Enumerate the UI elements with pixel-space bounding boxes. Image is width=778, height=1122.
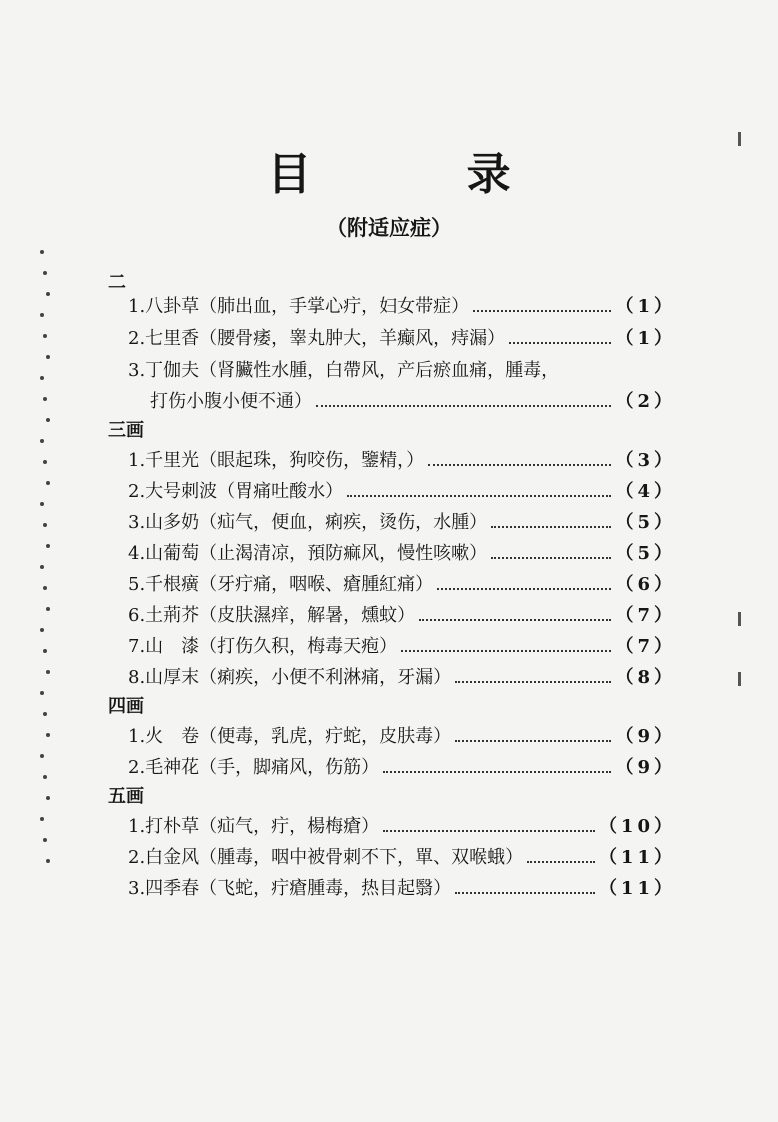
margin-dot <box>46 544 50 548</box>
entry-text: 3.山多奶（疝气，便血，痢疾，烫伤，水腫） <box>128 512 488 533</box>
toc-entry <box>128 322 676 350</box>
dot-leader <box>383 770 611 773</box>
margin-dot <box>46 292 50 296</box>
toc-entry <box>128 354 676 382</box>
entry-page: （11） <box>598 847 676 868</box>
entry-page: （7） <box>615 605 676 626</box>
margin-dot <box>46 859 50 863</box>
entry-text: 4.山葡萄（止渴清凉，預防痲风，慢性咳嗽） <box>128 543 488 564</box>
dot-leader <box>491 525 611 528</box>
margin-dot <box>46 670 50 674</box>
toc-entry <box>128 720 676 748</box>
margin-dot <box>43 523 47 527</box>
section-heading: 五画 <box>108 786 144 807</box>
margin-dot <box>43 586 47 590</box>
scan-mark <box>738 672 741 686</box>
entry-page: （5） <box>615 543 676 564</box>
margin-dot <box>43 271 47 275</box>
entry-page: （11） <box>598 878 676 899</box>
toc-entry <box>128 841 676 869</box>
entry-page: （6） <box>615 574 676 595</box>
entry-text: 2.毛神花（手，脚痛风，伤筋） <box>128 757 380 778</box>
toc-entry-continuation <box>150 385 676 413</box>
dot-leader <box>428 463 611 466</box>
entry-text: 1.火 卷（便毒，乳虎，疔蛇，皮肤毒） <box>128 726 452 747</box>
dot-leader <box>455 891 595 894</box>
margin-dot <box>43 460 47 464</box>
toc-entry <box>128 290 676 318</box>
entry-text: 5.千根癀（牙疔痛，咽喉、瘡腫紅痛） <box>128 574 434 595</box>
entry-page: （10） <box>598 816 676 837</box>
margin-dot <box>46 733 50 737</box>
margin-dot <box>43 775 47 779</box>
entry-text: 1.打朴草（疝气，疔，楊梅瘡） <box>128 816 380 837</box>
entry-page: （1） <box>615 296 676 317</box>
entry-text: 打伤小腹小便不通） <box>150 391 312 412</box>
margin-dot <box>43 397 47 401</box>
toc-entry <box>128 444 676 472</box>
toc-entry <box>128 661 676 689</box>
margin-dot <box>43 649 47 653</box>
margin-dot <box>40 502 44 506</box>
margin-dot <box>40 691 44 695</box>
entry-text: 1.千里光（眼起珠，狗咬伤，鑒精，） <box>128 450 425 471</box>
margin-dot <box>40 376 44 380</box>
toc-entry <box>128 537 676 565</box>
margin-dot <box>40 313 44 317</box>
toc-entry <box>128 475 676 503</box>
entry-text: 8.山厚末（痢疾，小便不利淋痛，牙漏） <box>128 667 452 688</box>
toc-entry <box>128 599 676 627</box>
entry-text: 3.丁伽夫（肾臟性水腫，白帶风，产后瘀血痛，腫毒， <box>128 360 560 381</box>
toc-entry <box>128 872 676 900</box>
dot-leader <box>437 587 611 590</box>
margin-dot <box>46 607 50 611</box>
toc-entry <box>128 630 676 658</box>
margin-dot <box>40 628 44 632</box>
entry-text: 3.四季春（飞蛇，疔瘡腫毒，热目起翳） <box>128 878 452 899</box>
binding-margin-marks <box>40 250 60 900</box>
scan-mark <box>738 612 741 626</box>
entry-page: （7） <box>615 636 676 657</box>
margin-dot <box>40 754 44 758</box>
toc-entry <box>128 568 676 596</box>
dot-leader <box>419 618 611 621</box>
dot-leader <box>527 860 595 863</box>
dot-leader <box>473 309 611 312</box>
toc-entry <box>128 506 676 534</box>
margin-dot <box>46 796 50 800</box>
dot-leader <box>455 680 611 683</box>
margin-dot <box>46 418 50 422</box>
dot-leader <box>509 341 611 344</box>
dot-leader <box>347 494 611 497</box>
section-heading: 四画 <box>108 696 144 717</box>
margin-dot <box>46 481 50 485</box>
entry-page: （2） <box>615 391 676 412</box>
entry-page: （8） <box>615 667 676 688</box>
entry-page: （9） <box>615 757 676 778</box>
entry-text: 1.八卦草（肺出血，手掌心疔，妇女带症） <box>128 296 470 317</box>
entry-text: 2.大号刺波（胃痛吐酸水） <box>128 481 344 502</box>
margin-dot <box>40 250 44 254</box>
section-heading: 二 <box>108 272 126 293</box>
dot-leader <box>491 556 611 559</box>
dot-leader <box>455 739 611 742</box>
margin-dot <box>46 355 50 359</box>
entry-text: 6.土荊芥（皮肤濕痒，解暑，燻蚊） <box>128 605 416 626</box>
margin-dot <box>40 817 44 821</box>
margin-dot <box>40 565 44 569</box>
margin-dot <box>43 838 47 842</box>
entry-text: 2.七里香（腰骨痿，睾丸肿大，羊癫风，痔漏） <box>128 328 506 349</box>
entry-text: 7.山 漆（打伤久积，梅毒天疱） <box>128 636 398 657</box>
page-title: 目 录 <box>267 149 581 200</box>
entry-page: （1） <box>615 328 676 349</box>
entry-page: （4） <box>615 481 676 502</box>
margin-dot <box>43 712 47 716</box>
entry-page: （3） <box>615 450 676 471</box>
toc-entry <box>128 751 676 779</box>
margin-dot <box>43 334 47 338</box>
entry-page: （9） <box>615 726 676 747</box>
dot-leader <box>383 829 595 832</box>
dot-leader <box>316 404 611 407</box>
scan-mark <box>738 132 741 146</box>
toc-entry <box>128 810 676 838</box>
entry-text: 2.白金风（腫毒，咽中被骨刺不下，單、双喉蛾） <box>128 847 524 868</box>
section-heading: 三画 <box>108 420 144 441</box>
dot-leader <box>401 649 611 652</box>
page-subtitle: （附适应症） <box>326 215 452 240</box>
entry-page: （5） <box>615 512 676 533</box>
margin-dot <box>40 439 44 443</box>
